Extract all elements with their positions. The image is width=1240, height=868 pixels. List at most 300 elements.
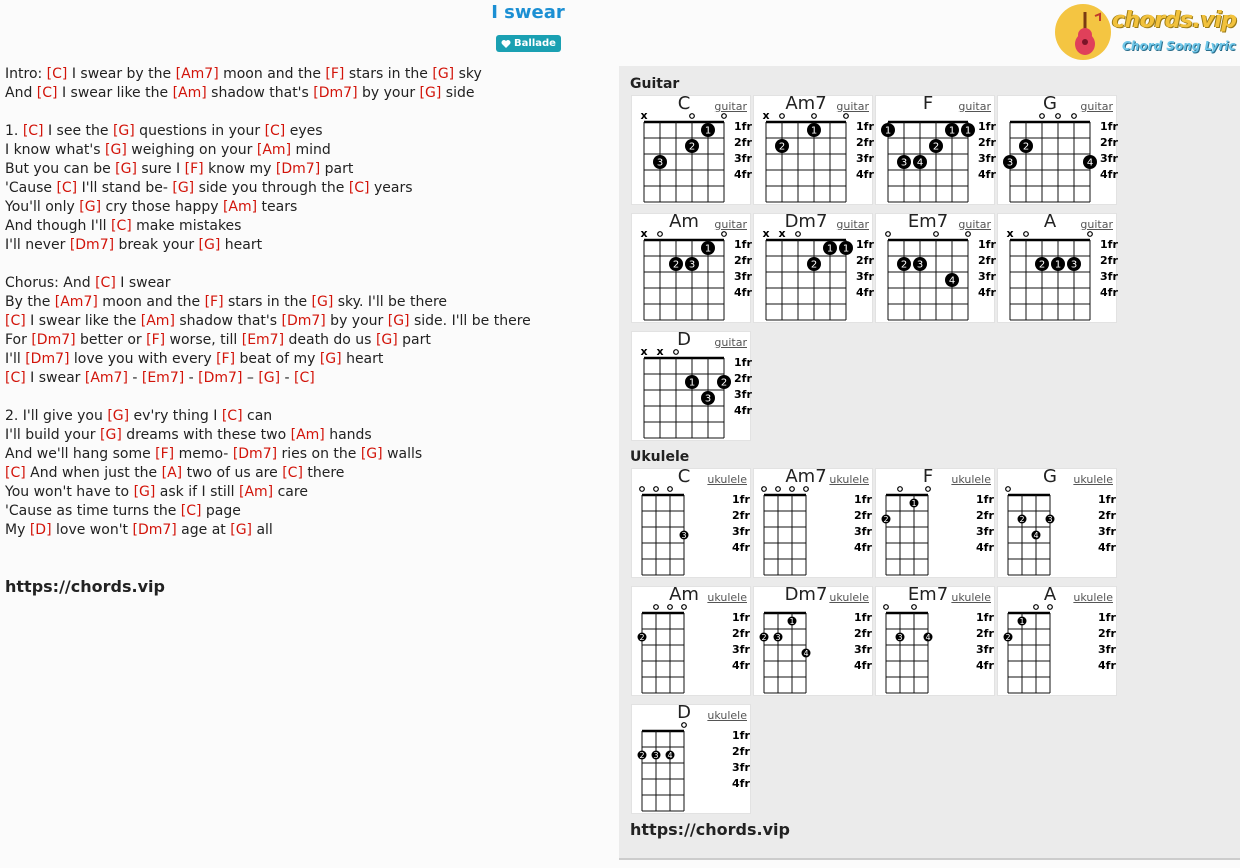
fret-label: 2fr	[856, 254, 874, 267]
lyric-text: worse, till	[165, 332, 242, 348]
chord-link[interactable]: [F]	[325, 66, 345, 82]
lyric-line	[5, 255, 605, 274]
instrument-link[interactable]: ukulele	[829, 473, 869, 486]
lyric-text: shadow that's	[174, 313, 282, 329]
fret-label: 1fr	[1098, 611, 1116, 624]
finger-number: 2	[720, 377, 728, 389]
chord-name: A	[1043, 584, 1057, 605]
fret-label: 2fr	[1100, 136, 1118, 149]
lyric-text: Chorus: And	[5, 275, 96, 291]
lyric-text: break your	[114, 237, 199, 253]
fret-label: 3fr	[978, 270, 996, 283]
instrument-link[interactable]: guitar	[836, 218, 869, 231]
lyric-text: eyes	[285, 123, 323, 139]
lyric-text: stars in the	[223, 294, 312, 310]
chord-link[interactable]: [Dm7]	[69, 237, 115, 253]
chord-name: G	[1043, 93, 1057, 114]
chord-link[interactable]: [Am]	[290, 427, 325, 443]
lyric-text: By the	[5, 294, 55, 310]
finger-number: 2	[900, 259, 908, 271]
fret-label: 1fr	[732, 611, 750, 624]
fret-label: 1fr	[734, 120, 752, 133]
chord-link[interactable]: [G]	[198, 237, 221, 253]
finger-number: 2	[1022, 141, 1030, 153]
chord-link[interactable]: [C]	[180, 503, 202, 519]
fretboard	[632, 481, 752, 579]
open-string-marker	[966, 232, 971, 237]
chord-name: D	[677, 329, 691, 350]
chord-link[interactable]: [D]	[29, 522, 52, 538]
chord-link[interactable]: [Em7]	[141, 370, 185, 386]
chord-name: C	[677, 466, 691, 487]
lyric-line	[5, 312, 605, 331]
chord-link[interactable]: [C]	[5, 465, 26, 481]
lyric-line	[5, 331, 605, 350]
lyric-text: I know what's	[5, 142, 106, 158]
site-link[interactable]: https://chords.vip	[5, 577, 165, 596]
chord-link[interactable]: [G]	[387, 313, 410, 329]
fretboard	[754, 226, 874, 324]
finger-number: 4	[1086, 157, 1094, 169]
finger-number: 1	[688, 377, 696, 389]
lyric-text: walls	[382, 446, 423, 462]
finger-number: 4	[916, 157, 924, 169]
chord-link[interactable]: [Dm7]	[198, 370, 243, 386]
chord-diagram-guitar-a[interactable]	[997, 213, 1117, 323]
lyric-text: I swear by the	[67, 66, 176, 82]
instrument-link[interactable]: ukulele	[707, 591, 747, 604]
lyric-text: I swear like the	[57, 85, 173, 101]
open-string-marker	[912, 605, 917, 610]
finger-number: 2	[883, 514, 889, 524]
lyric-line	[5, 84, 605, 103]
lyric-text: You won't have to	[5, 484, 134, 500]
lyric-line	[5, 65, 605, 84]
fretboard	[998, 108, 1118, 206]
lyric-line	[5, 502, 605, 521]
chord-link[interactable]: [Dm7]	[232, 446, 278, 462]
fret-label: 2fr	[734, 254, 752, 267]
fret-label: 2fr	[734, 372, 752, 385]
lyric-text: –	[242, 370, 259, 386]
chord-link[interactable]: [F]	[146, 332, 166, 348]
instrument-link[interactable]: ukulele	[707, 709, 747, 722]
lyric-text: part	[320, 161, 354, 177]
instrument-link[interactable]: guitar	[958, 218, 991, 231]
lyric-text: death do us	[284, 332, 376, 348]
lyric-line	[5, 122, 605, 141]
lyric-text: ask if I still	[155, 484, 239, 500]
open-string-marker	[796, 232, 801, 237]
fret-label: 3fr	[1100, 270, 1118, 283]
chord-diagram-guitar-d[interactable]	[631, 331, 751, 441]
finger-number: 2	[639, 750, 645, 760]
chord-diagram-guitar-c[interactable]	[631, 95, 751, 205]
chord-diagram-guitar-dm7[interactable]	[753, 213, 873, 323]
chord-link[interactable]: [G]	[230, 522, 253, 538]
lyric-line	[5, 274, 605, 293]
open-string-marker	[1072, 114, 1077, 119]
chord-diagram-ukulele-c[interactable]	[631, 468, 751, 578]
chord-name: C	[677, 93, 691, 114]
open-string-marker	[722, 114, 727, 119]
chord-diagram-ukulele-em7[interactable]	[875, 586, 995, 696]
chord-link[interactable]: [C]	[111, 218, 132, 234]
instrument-link[interactable]: ukulele	[951, 591, 991, 604]
chord-link[interactable]: [Am7]	[175, 66, 219, 82]
open-string-marker	[934, 232, 939, 237]
lyric-text: shadow that's	[206, 85, 314, 101]
chord-link[interactable]: [Am]	[222, 199, 258, 215]
finger-number: 1	[842, 243, 850, 255]
chord-link[interactable]: [G]	[107, 408, 130, 424]
chord-link[interactable]: [G]	[133, 484, 156, 500]
finger-number: 4	[925, 632, 931, 642]
lyric-text: 'Cause	[5, 180, 57, 196]
fretboard	[998, 226, 1118, 324]
lyric-text: tears	[257, 199, 298, 215]
chord-link[interactable]: [C]	[264, 123, 286, 139]
song-title: I swear	[491, 2, 565, 23]
chord-name: Am	[669, 211, 699, 232]
muted-string-marker: x	[762, 109, 770, 122]
chord-link[interactable]: [C]	[56, 180, 78, 196]
fret-label: 2fr	[732, 627, 750, 640]
chord-link[interactable]: [Am7]	[84, 370, 128, 386]
chord-link[interactable]: [Dm7]	[313, 85, 358, 101]
chord-link[interactable]: [G]	[100, 427, 122, 443]
chord-name: F	[922, 93, 934, 114]
fret-label: 4fr	[1100, 168, 1118, 181]
lyric-text: make mistakes	[131, 218, 242, 234]
lyric-line	[5, 369, 605, 388]
instrument-link[interactable]: guitar	[714, 100, 747, 113]
lyric-text: hands	[324, 427, 372, 443]
panel-site-link[interactable]: https://chords.vip	[630, 820, 790, 839]
lyric-text: love you with every	[69, 351, 217, 367]
muted-string-marker: x	[640, 227, 648, 240]
finger-number: 2	[778, 141, 786, 153]
chord-link[interactable]: [G]	[258, 370, 281, 386]
chord-link[interactable]: [G]	[172, 180, 195, 196]
chord-link[interactable]: [C]	[36, 85, 58, 101]
chord-link[interactable]: [G]	[432, 66, 455, 82]
chord-diagram-ukulele-d[interactable]	[631, 704, 751, 814]
lyric-line	[5, 141, 605, 160]
lyric-text: years	[369, 180, 413, 196]
lyric-text: sky. I'll be there	[333, 294, 448, 310]
finger-number: 3	[916, 259, 924, 271]
fret-label: 3fr	[854, 525, 872, 538]
fretboard	[754, 599, 874, 697]
fret-label: 1fr	[856, 238, 874, 251]
chord-link[interactable]: [C]	[22, 123, 44, 139]
chord-link[interactable]: [F]	[204, 294, 224, 310]
finger-number: 1	[704, 243, 712, 255]
site-logo[interactable]	[1054, 2, 1240, 64]
chord-link[interactable]: [G]	[79, 199, 102, 215]
finger-number: 3	[1047, 514, 1053, 524]
chord-link[interactable]: [Em7]	[241, 332, 285, 348]
guitar-icon	[1055, 4, 1111, 60]
fret-label: 3fr	[732, 643, 750, 656]
fret-label: 1fr	[976, 493, 994, 506]
chord-link[interactable]: [G]	[319, 351, 342, 367]
lyric-text: by your	[357, 85, 420, 101]
instrument-link[interactable]: guitar	[1080, 100, 1113, 113]
lyric-text: weighing on your	[126, 142, 257, 158]
chord-link[interactable]: [Dm7]	[275, 161, 321, 177]
chord-link[interactable]: [Am]	[172, 85, 207, 101]
lyric-text: I swear	[115, 275, 171, 291]
finger-number: 1	[826, 243, 834, 255]
chord-name: Dm7	[784, 211, 828, 232]
lyric-text: there	[302, 465, 345, 481]
lyric-line	[5, 160, 605, 179]
finger-number: 1	[964, 125, 972, 137]
chord-diagram-guitar-f[interactable]	[875, 95, 995, 205]
instrument-link[interactable]: ukulele	[951, 473, 991, 486]
chord-link[interactable]: [Dm7]	[25, 351, 70, 367]
instrument-link[interactable]: guitar	[836, 100, 869, 113]
lyric-text: And when just the	[25, 465, 162, 481]
lyric-text: moon and the	[218, 66, 326, 82]
instrument-link[interactable]: guitar	[714, 336, 747, 349]
fretboard	[754, 108, 874, 206]
chord-link[interactable]: [C]	[95, 275, 116, 291]
lyric-line	[5, 483, 605, 502]
fret-label: 3fr	[1100, 152, 1118, 165]
open-string-marker	[1088, 232, 1093, 237]
finger-number: 2	[1019, 514, 1025, 524]
lyric-text: by your	[325, 313, 388, 329]
lyric-text: But you can be	[5, 161, 116, 177]
lyric-text: I'll build your	[5, 427, 101, 443]
fret-label: 3fr	[856, 152, 874, 165]
fret-label: 4fr	[732, 541, 750, 554]
lyric-line	[5, 293, 605, 312]
chord-link[interactable]: [Dm7]	[281, 313, 326, 329]
chord-diagram-guitar-em7[interactable]	[875, 213, 995, 323]
finger-number: 2	[672, 259, 680, 271]
fret-label: 4fr	[978, 286, 996, 299]
finger-number: 2	[1038, 259, 1046, 271]
open-string-marker	[776, 487, 781, 492]
open-string-marker	[1006, 487, 1011, 492]
genre-badge[interactable]	[496, 35, 561, 52]
chord-link[interactable]: [C]	[294, 370, 315, 386]
ukulele-section-title: Ukulele	[630, 449, 690, 465]
finger-number: 2	[1005, 632, 1011, 642]
chord-link[interactable]: [Am]	[256, 142, 292, 158]
finger-number: 3	[1070, 259, 1078, 271]
lyric-text: I'll never	[5, 237, 70, 253]
open-string-marker	[640, 487, 645, 492]
open-string-marker	[898, 487, 903, 492]
open-string-marker	[886, 232, 891, 237]
fret-label: 2fr	[1098, 509, 1116, 522]
open-string-marker	[804, 487, 809, 492]
lyric-line	[5, 464, 605, 483]
finger-number: 3	[688, 259, 696, 271]
fret-label: 1fr	[854, 493, 872, 506]
chord-diagram-guitar-am[interactable]	[631, 213, 751, 323]
lyric-text: ev'ry thing I	[129, 408, 222, 424]
instrument-link[interactable]: ukulele	[1073, 473, 1113, 486]
instrument-link[interactable]: guitar	[958, 100, 991, 113]
finger-number: 2	[932, 141, 940, 153]
finger-number: 1	[1054, 259, 1062, 271]
fret-label: 4fr	[734, 168, 752, 181]
finger-number: 3	[653, 750, 659, 760]
fret-label: 3fr	[734, 388, 752, 401]
chord-link[interactable]: [F]	[155, 446, 175, 462]
chord-link[interactable]: [Dm7]	[31, 332, 76, 348]
chord-diagram-ukulele-g[interactable]	[997, 468, 1117, 578]
chord-diagram-guitar-g[interactable]	[997, 95, 1117, 205]
open-string-marker	[1056, 114, 1061, 119]
fret-label: 2fr	[976, 509, 994, 522]
fretboard	[632, 717, 752, 815]
chord-diagram-ukulele-f[interactable]	[875, 468, 995, 578]
chord-name: D	[677, 702, 691, 723]
open-string-marker	[682, 723, 687, 728]
chord-diagram-ukulele-a[interactable]	[997, 586, 1117, 696]
fretboard	[632, 108, 752, 206]
finger-number: 4	[667, 750, 673, 760]
muted-string-marker: x	[778, 227, 786, 240]
chord-diagram-ukulele-dm7[interactable]	[753, 586, 873, 696]
lyric-text: questions in your	[134, 123, 265, 139]
instrument-link[interactable]: guitar	[714, 218, 747, 231]
lyric-text: -	[280, 370, 295, 386]
finger-number: 2	[810, 259, 818, 271]
chord-diagram-ukulele-am[interactable]	[631, 586, 751, 696]
lyric-text: page	[201, 503, 241, 519]
fret-label: 1fr	[854, 611, 872, 624]
chord-name: Dm7	[784, 584, 828, 605]
fretboard	[876, 481, 996, 579]
chord-link[interactable]: [G]	[419, 85, 442, 101]
fret-label: 4fr	[854, 541, 872, 554]
lyric-text: For	[5, 332, 32, 348]
chord-link[interactable]: [Am]	[239, 484, 274, 500]
chord-link[interactable]: [A]	[161, 465, 183, 481]
lyric-text: heart	[341, 351, 384, 367]
fret-label: 2fr	[1098, 627, 1116, 640]
open-string-marker	[762, 487, 767, 492]
fret-label: 4fr	[732, 777, 750, 790]
finger-number: 4	[1033, 530, 1039, 540]
lyric-line	[5, 445, 605, 464]
lyric-text: 2. I'll give you	[5, 408, 108, 424]
lyric-text: mind	[291, 142, 331, 158]
chord-panel	[619, 66, 1240, 860]
chord-diagram-ukulele-am7[interactable]	[753, 468, 873, 578]
chord-name: F	[922, 466, 934, 487]
chord-link[interactable]: [C]	[348, 180, 370, 196]
chord-link[interactable]: [G]	[311, 294, 334, 310]
finger-number: 1	[884, 125, 892, 137]
chord-link[interactable]: [C]	[5, 370, 26, 386]
chord-link[interactable]: [C]	[221, 408, 243, 424]
muted-string-marker: x	[762, 227, 770, 240]
chord-name: Em7	[907, 584, 949, 605]
lyric-text: better or	[75, 332, 147, 348]
muted-string-marker: x	[640, 109, 648, 122]
lyric-text: dreams with these two	[121, 427, 291, 443]
finger-number: 4	[803, 648, 809, 658]
instrument-link[interactable]: guitar	[1080, 218, 1113, 231]
chord-link[interactable]: [G]	[115, 161, 137, 177]
fret-label: 4fr	[978, 168, 996, 181]
lyric-text: I see the	[43, 123, 113, 139]
open-string-marker	[1048, 605, 1053, 610]
chord-link[interactable]: [G]	[105, 142, 127, 158]
chord-name: Am7	[785, 466, 827, 487]
lyric-text: can	[242, 408, 273, 424]
instrument-link[interactable]: ukulele	[829, 591, 869, 604]
open-string-marker	[690, 114, 695, 119]
chord-link[interactable]: [C]	[282, 465, 303, 481]
fret-label: 2fr	[732, 745, 750, 758]
instrument-link[interactable]: ukulele	[1073, 591, 1113, 604]
chord-diagram-guitar-am7[interactable]	[753, 95, 873, 205]
lyric-line	[5, 198, 605, 217]
fret-label: 3fr	[1098, 643, 1116, 656]
fret-label: 4fr	[976, 541, 994, 554]
chord-link[interactable]: [G]	[360, 446, 383, 462]
lyric-text: moon and the	[97, 294, 205, 310]
chord-link[interactable]: [G]	[375, 332, 398, 348]
open-string-marker	[658, 232, 663, 237]
lyric-text: heart	[220, 237, 263, 253]
fretboard	[998, 599, 1118, 697]
chord-link[interactable]: [G]	[112, 123, 135, 139]
chord-link[interactable]: [C]	[5, 313, 26, 329]
lyric-text: sky	[454, 66, 482, 82]
chord-link[interactable]: [F]	[216, 351, 236, 367]
chord-link[interactable]: [Am7]	[54, 294, 98, 310]
lyric-text: And though I'll	[5, 218, 112, 234]
chord-link[interactable]: [Dm7]	[132, 522, 177, 538]
finger-number: 1	[911, 498, 917, 508]
lyric-text: memo-	[174, 446, 233, 462]
fretboard	[998, 481, 1118, 579]
lyric-line	[5, 236, 605, 255]
lyric-line	[5, 407, 605, 426]
lyric-text: -	[127, 370, 142, 386]
fret-label: 4fr	[854, 659, 872, 672]
lyric-text: You'll only	[5, 199, 80, 215]
fret-label: 3fr	[732, 761, 750, 774]
lyric-text: My	[5, 522, 30, 538]
guitar-section-title: Guitar	[630, 76, 680, 92]
lyric-text: side you through the	[194, 180, 349, 196]
lyric-text: I'll	[5, 351, 26, 367]
lyric-text: I swear	[25, 370, 85, 386]
finger-number: 4	[948, 275, 956, 287]
lyric-line	[5, 426, 605, 445]
fret-label: 3fr	[976, 643, 994, 656]
lyric-text: beat of my	[235, 351, 320, 367]
chord-link[interactable]: [F]	[184, 161, 204, 177]
finger-number: 1	[704, 125, 712, 137]
open-string-marker	[844, 114, 849, 119]
chord-link[interactable]: [C]	[46, 66, 68, 82]
instrument-link[interactable]: ukulele	[707, 473, 747, 486]
chord-link[interactable]: [Am]	[140, 313, 175, 329]
